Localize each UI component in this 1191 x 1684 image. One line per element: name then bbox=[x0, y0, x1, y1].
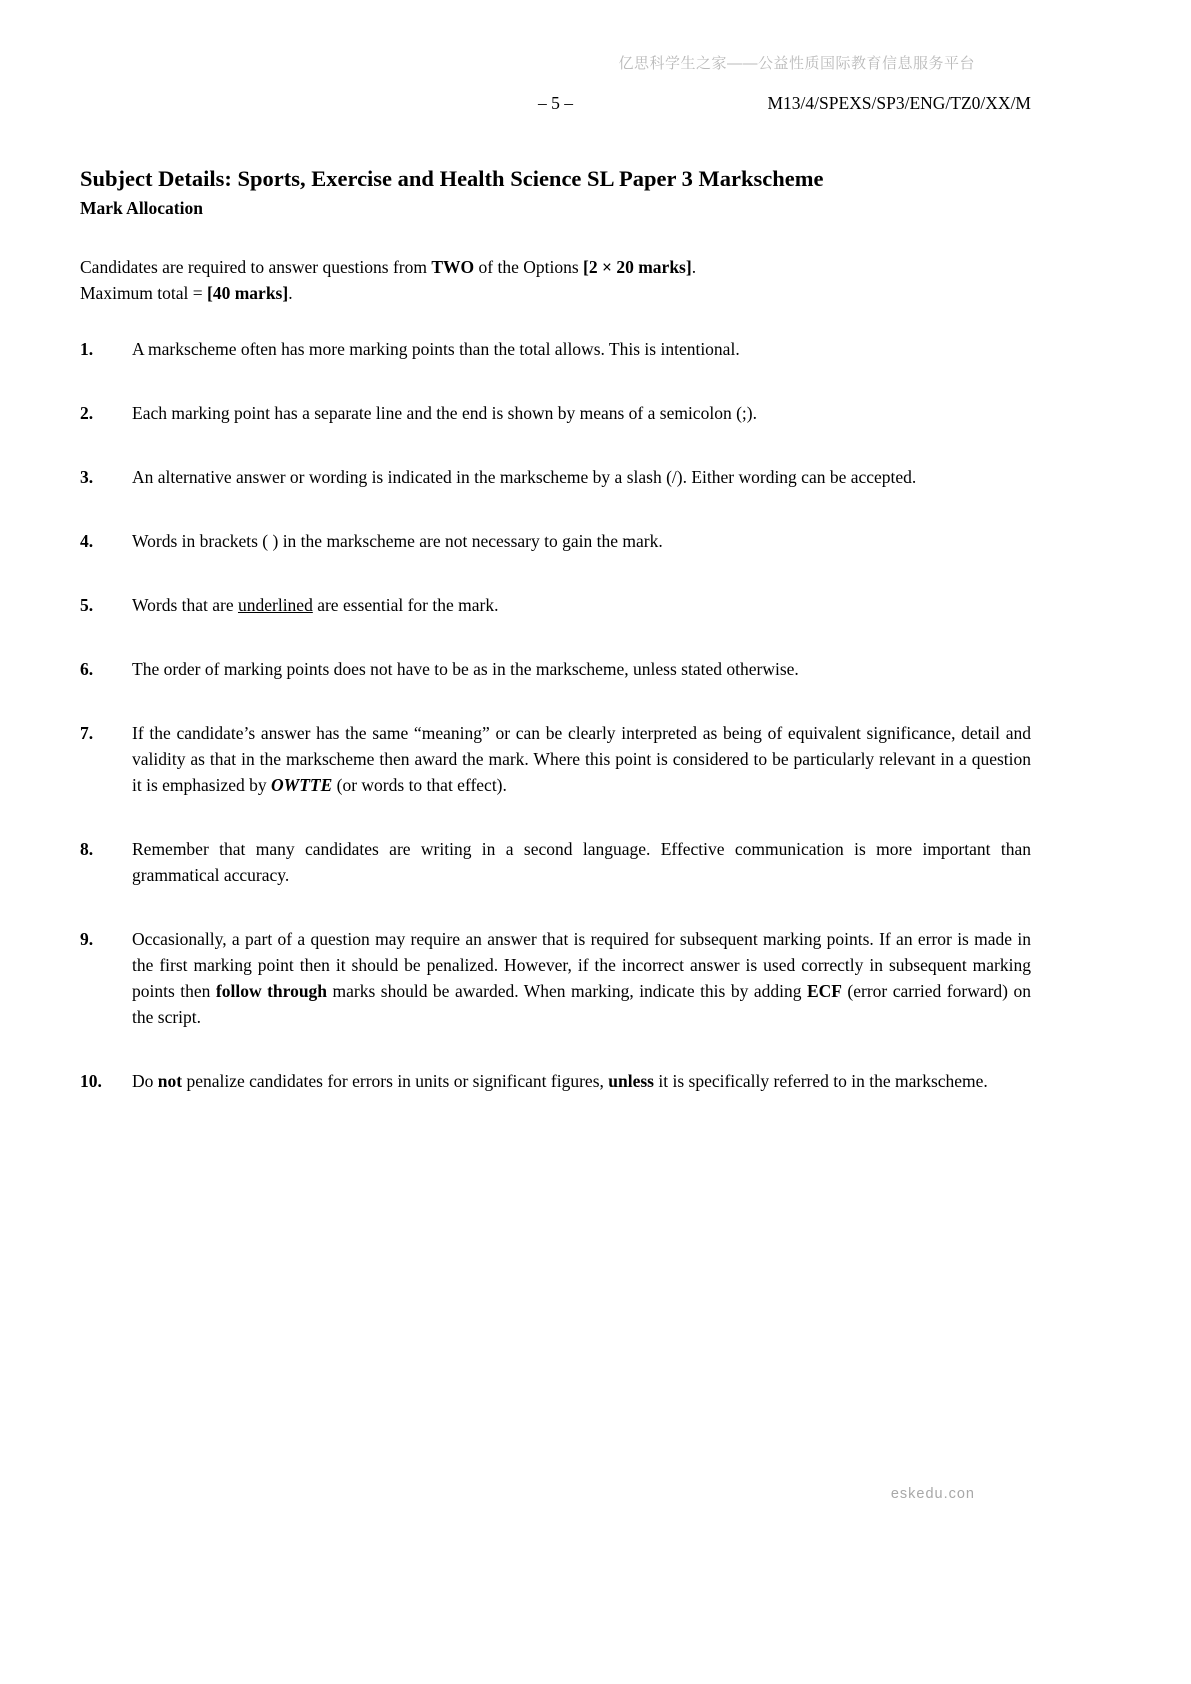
text-segment: Words in brackets ( ) in the markscheme are not necessary to gain the mark. bbox=[132, 531, 663, 551]
text-segment: (error carried forward) on the script. bbox=[132, 981, 1031, 1027]
section-subtitle: Mark Allocation bbox=[80, 198, 203, 218]
item-text bbox=[132, 336, 1031, 362]
bottom-watermark-text: eskedu.con bbox=[890, 1486, 975, 1502]
text-segment: underlined bbox=[237, 595, 313, 615]
intro-paragraph bbox=[80, 254, 1031, 306]
list-item bbox=[80, 592, 1031, 618]
text-segment: ECF bbox=[806, 981, 842, 1001]
text-segment: Candidates are required to answer questions from bbox=[80, 257, 432, 277]
text-segment: OWTTE bbox=[271, 775, 333, 795]
text-segment: unless bbox=[608, 1071, 654, 1091]
text-segment: follow through bbox=[215, 981, 328, 1001]
item-number: 10. bbox=[80, 1071, 102, 1091]
text-segment: it is specifically referred to in the markscheme. bbox=[653, 1071, 988, 1091]
text-segment: If the candidate’s answer has the same “meaning” or can be clearly interpreted as being of equivalent significance, detail and validity as that in the markscheme then award the mark. Where this point is considered to be particularly relevant in a question it is emphasized by bbox=[132, 723, 1031, 795]
list-item bbox=[80, 656, 1031, 682]
document-title: Subject Details: Sports, Exercise and Health Science SL Paper 3 Markscheme bbox=[80, 166, 824, 191]
text-segment: The order of marking points does not have to be as in the markscheme, unless stated otherwise. bbox=[132, 659, 799, 679]
text-segment: of the Options bbox=[474, 257, 584, 277]
item-text bbox=[132, 1068, 1031, 1094]
item-number: 6. bbox=[80, 659, 94, 679]
text-segment: Occasionally, a part of a question may require an answer that is required for subsequent marking points. If an error is made in the first marking point then it should be penalized. However, if the incorrect answer is used correctly in subsequent marking points then bbox=[132, 929, 1031, 1001]
item-text bbox=[132, 528, 1031, 554]
text-segment: penalize candidates for errors in units or significant figures, bbox=[182, 1071, 609, 1091]
text-segment: Do bbox=[132, 1071, 158, 1091]
list-item bbox=[80, 400, 1031, 426]
list-item bbox=[80, 336, 1031, 362]
item-number: 5. bbox=[80, 595, 94, 615]
list-item bbox=[80, 720, 1031, 798]
text-segment: (or words to that effect). bbox=[332, 775, 507, 795]
list-item bbox=[80, 464, 1031, 490]
text-segment: TWO bbox=[431, 257, 475, 277]
items-list bbox=[80, 336, 1031, 1094]
text-segment: Each marking point has a separate line and the end is shown by means of a semicolon (;). bbox=[132, 403, 757, 423]
list-item bbox=[80, 528, 1031, 554]
item-text bbox=[132, 656, 1031, 682]
item-number: 7. bbox=[80, 723, 94, 743]
text-segment: are essential for the mark. bbox=[312, 595, 499, 615]
text-segment: An alternative answer or wording is indicated in the markscheme by a slash (/). Either wording can be accepted. bbox=[132, 467, 917, 487]
list-item bbox=[80, 926, 1031, 1030]
list-item bbox=[80, 836, 1031, 888]
text-segment: [40 marks] bbox=[207, 283, 289, 303]
text-segment: Maximum total = bbox=[80, 283, 208, 303]
item-text bbox=[132, 926, 1031, 1030]
top-watermark-text: 亿思科学生之家——公益性质国际教育信息服务平台 bbox=[618, 55, 975, 72]
item-text bbox=[132, 592, 1031, 618]
text-segment: Remember that many candidates are writing in a second language. Effective communication is more important than grammatical accuracy. bbox=[132, 839, 1031, 885]
text-segment: marks should be awarded. When marking, indicate this by adding bbox=[327, 981, 807, 1001]
list-item bbox=[80, 1068, 1031, 1094]
page-header bbox=[80, 93, 1031, 117]
text-segment: A markscheme often has more marking points than the total allows. This is intentional. bbox=[132, 339, 740, 359]
item-text bbox=[132, 836, 1031, 888]
item-text bbox=[132, 720, 1031, 798]
text-segment: . bbox=[288, 283, 293, 303]
intro-line-2 bbox=[80, 280, 1031, 306]
item-number: 1. bbox=[80, 339, 94, 359]
text-segment: not bbox=[157, 1071, 183, 1091]
text-segment: Words that are bbox=[132, 595, 238, 615]
paper-code: M13/4/SPEXS/SP3/ENG/TZ0/XX/M bbox=[767, 93, 1031, 113]
item-number: 8. bbox=[80, 839, 94, 859]
item-number: 9. bbox=[80, 929, 94, 949]
item-text bbox=[132, 400, 1031, 426]
text-segment: . bbox=[691, 257, 697, 277]
item-text bbox=[132, 464, 1031, 490]
item-number: 2. bbox=[80, 403, 94, 423]
page-number: – 5 – bbox=[538, 93, 573, 113]
text-segment: [2 × 20 marks] bbox=[583, 257, 692, 277]
item-number: 4. bbox=[80, 531, 94, 551]
intro-line-1 bbox=[80, 254, 1031, 280]
item-number: 3. bbox=[80, 467, 94, 487]
